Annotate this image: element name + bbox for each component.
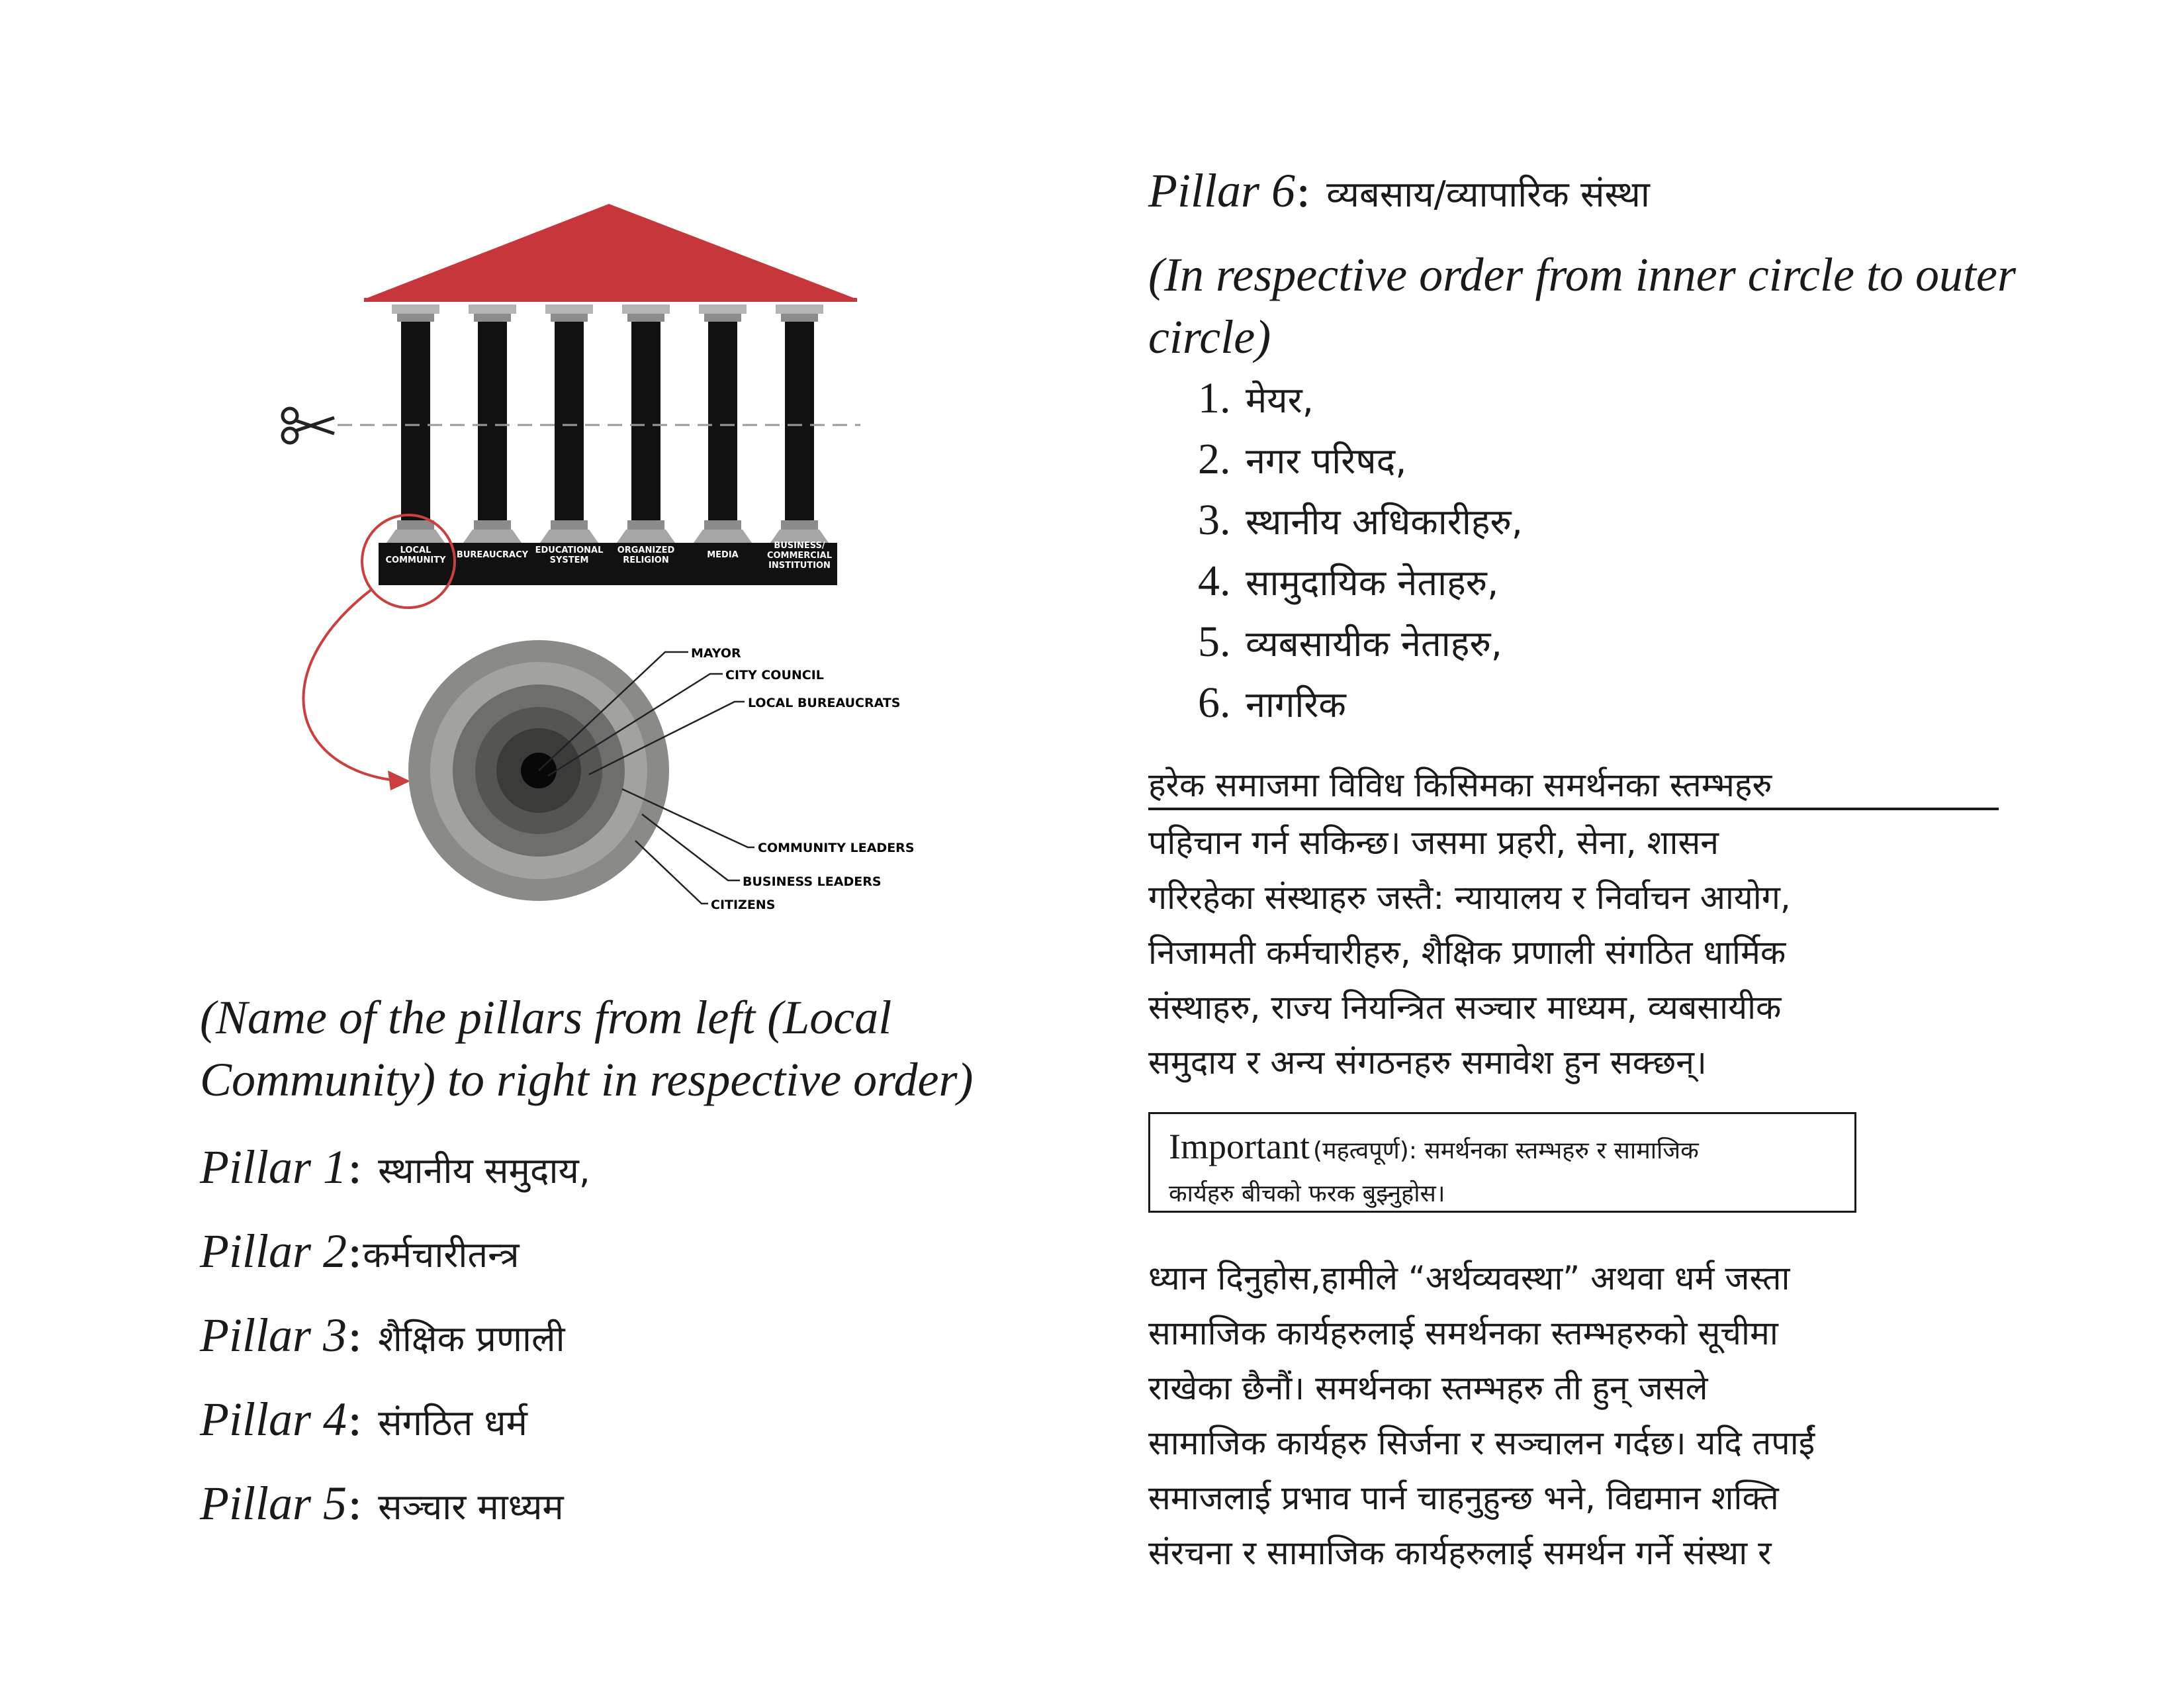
scissors-icon [283,408,334,443]
paragraph-line: सामाजिक कार्यहरु सिर्जना र सञ्चालन गर्दछ। यदि तपाईं [1148,1424,1815,1462]
list-item-text: सामुदायिक नेताहरु, [1246,562,1499,604]
pillar-1-sep: : [347,1139,363,1194]
pillar-5-text: सञ्चार माध्यम [378,1486,564,1528]
column-4 [617,305,675,543]
circle-label-citizens: CITIZENS [711,898,776,912]
pillar-3-label: Pillar 3 [200,1309,347,1362]
circle-label-local-bureaucrats: LOCAL BUREAUCRATS [748,696,901,710]
column-1 [387,305,445,543]
pillar-6-line [1148,162,1650,218]
pillar-label-1: LOCAL COMMUNITY [385,545,446,565]
pillar-label-3: EDUCATIONAL SYSTEM [535,545,604,565]
paragraph-line: संरचना र सामाजिक कार्यहरुलाई समर्थन गर्ने संस्था र [1148,1534,1772,1572]
pillar-1-text: स्थानीय समुदाय, [378,1150,590,1192]
order-note: (In respective order from inner circle to outer circle) [1148,248,2016,363]
paragraph-line: निजामती कर्मचारीहरु, शैक्षिक प्रणाली संगठित धार्मिक [1148,933,1786,972]
columns [387,305,829,543]
pillar-3-text: शैक्षिक प्रणाली [378,1318,565,1360]
paragraph-line: राखेका छैनौं। समर्थनका स्तम्भहरु ती हुन् जसले [1148,1369,1708,1407]
list-item: 3. स्थानीय अधिकारीहरु, [1198,496,1523,544]
pillar-6-sep: : [1295,162,1312,218]
circle-order-list [1198,373,1523,739]
pillar-6-label: Pillar 6 [1148,164,1296,217]
column-5 [694,305,752,543]
arrow-head-icon [388,771,410,790]
pillar-4-text: संगठित धर्म [378,1402,527,1444]
pillar-2-label: Pillar 2 [200,1225,347,1278]
pillar-6-text: व्यबसाय/व्यापारिक संस्था [1326,173,1650,215]
paragraph-line: संस्थाहरु, राज्य नियन्त्रित सञ्चार माध्यम, व्यबसायीक [1148,988,1782,1027]
pillar-label-4: ORGANIZED RELIGION [617,545,675,565]
list-item: 1. मेयर, [1198,374,1314,422]
list-item: 2. नगर परिषद, [1198,435,1407,483]
circle-label-business-leaders: BUSINESS LEADERS [743,874,882,889]
list-item-text: मेयर, [1246,379,1314,421]
pillar-1-line [200,1139,590,1195]
important-text-line2: कार्यहरु बीचको फरक बुझ्नुहोस। [1169,1180,1445,1207]
paragraph-line: ध्यान दिनुहोस,हामीले “अर्थव्यवस्था” अथवा धर्म जस्ता [1148,1259,1790,1297]
list-item-text: व्यबसायीक नेताहरु, [1246,623,1502,665]
list-item: 5. व्यबसायीक नेताहरु, [1198,618,1502,666]
roof-base [364,298,857,302]
column-6 [770,305,829,543]
pillar-4-sep: : [347,1391,363,1446]
pillar-4-label: Pillar 4 [200,1393,347,1446]
temple-roof [364,204,857,299]
important-text-line1: (महत्वपूर्ण): समर्थनका स्तम्भहरु र सामाजिक [1313,1137,1699,1164]
circle-label-city-council: CITY COUNCIL [725,668,824,682]
pillar-2-sep: : [347,1223,363,1278]
paragraph-pillars [1148,816,2009,1090]
pillar-5-sep: : [347,1475,363,1530]
pillar-3-sep: : [347,1307,363,1362]
pillar-3-line [200,1307,565,1363]
column-2 [463,305,522,543]
pillar-2-text: कर्मचारीतन्त्र [363,1234,520,1276]
list-item-text: नागरिक [1246,684,1346,726]
list-item: 4. सामुदायिक नेताहरु, [1198,557,1499,605]
pillars-of-support-diagram [251,192,979,933]
list-item-text: नगर परिषद, [1246,440,1407,482]
pillar-label-6: BUSINESS/ COMMERCIAL INSTITUTION [766,541,833,571]
pillars-caption: (Name of the pillars from left (Local Community) to right in respective order) [200,991,974,1106]
pillar-2-line [200,1223,520,1279]
paragraph-line: पहिचान गर्न सकिन्छ। जसमा प्रहरी, सेना, शासन [1148,823,1719,862]
pillar-1-label: Pillar 1 [200,1141,347,1194]
important-note-box [1148,1112,1856,1213]
paragraph-line: गरिरहेका संस्थाहरु जस्तै: न्यायालय र निर्वाचन आयोग, [1148,878,1791,917]
circle-label-community-leaders: COMMUNITY LEADERS [758,841,915,855]
pillar-4-line [200,1391,527,1447]
pillar-label-5: MEDIA [707,550,739,560]
list-item: 6. नागरिक [1198,679,1346,727]
important-label: Important [1169,1127,1310,1166]
paragraph-social-functions [1148,1251,2022,1581]
list-item-text: स्थानीय अधिकारीहरु, [1246,501,1523,543]
circle-label-mayor: MAYOR [691,646,741,661]
arrow-to-circles [303,589,390,780]
pillar-label-2: BUREAUCRACY [456,550,529,560]
pillar-5-label: Pillar 5 [200,1477,347,1530]
paragraph-line: समाजलाई प्रभाव पार्न चाहनुहुन्छ भने, विद्यमान शक्ति [1148,1479,1779,1517]
pillar-5-line [200,1475,564,1531]
column-3 [540,305,598,543]
paragraph-line: सामाजिक कार्यहरुलाई समर्थनका स्तम्भहरुको सूचीमा [1148,1314,1778,1352]
paragraph-line: समुदाय र अन्य संगठनहरु समावेश हुन सक्छन्। [1148,1043,1707,1082]
section-heading: हरेक समाजमा विविध किसिमका समर्थनका स्तम्भहरु [1148,761,1999,810]
